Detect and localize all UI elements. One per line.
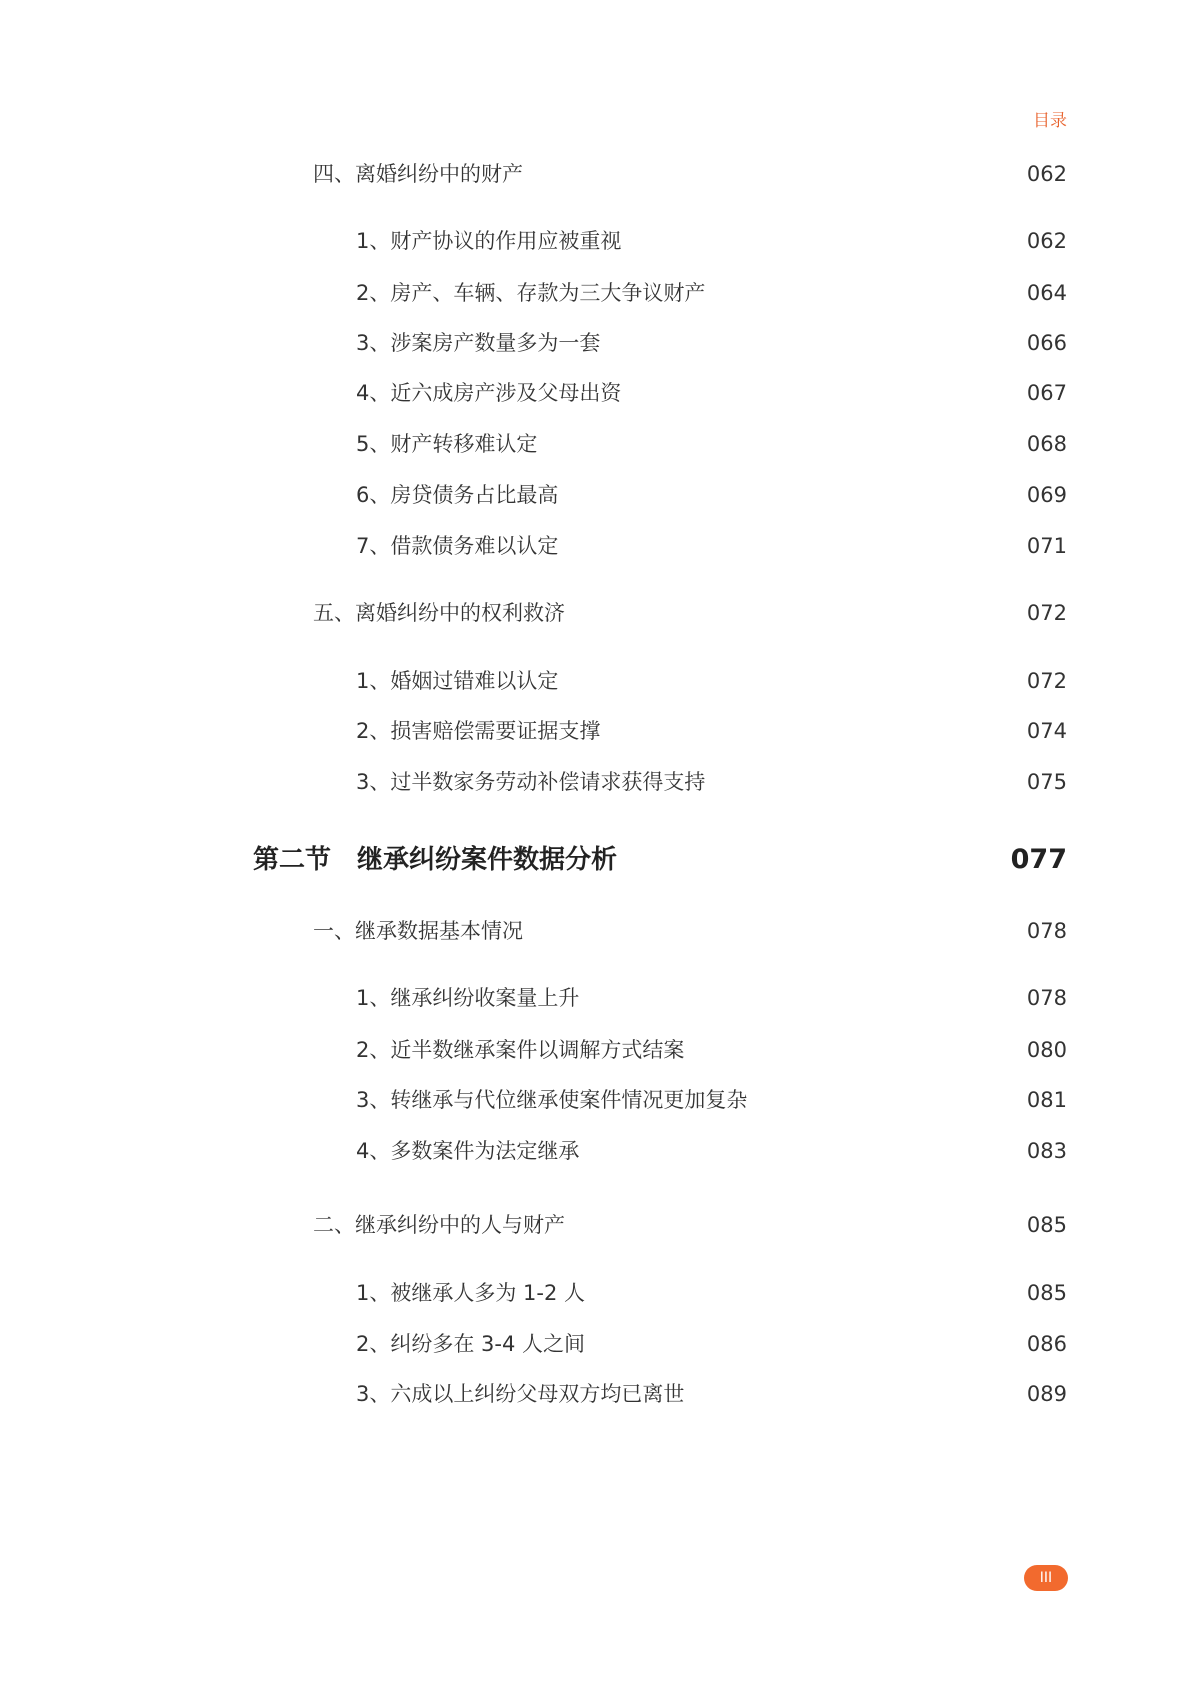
toc-entry[interactable] — [0, 277, 1067, 309]
toc-entry-title: 2、损害赔偿需要证据支撑 — [356, 719, 601, 743]
toc-entry[interactable] — [0, 915, 1067, 947]
toc-entry-page: 066 — [1026, 331, 1067, 355]
toc-entry-title: 1、财产协议的作用应被重视 — [356, 229, 622, 253]
toc-entry-title: 1、继承纠纷收案量上升 — [356, 986, 580, 1010]
toc-entry[interactable] — [0, 597, 1067, 629]
toc-entry[interactable] — [0, 1277, 1067, 1309]
toc-entry-page: 062 — [1026, 162, 1067, 186]
toc-chapter-page: 077 — [1010, 844, 1067, 875]
toc-entry-page: 085 — [1026, 1213, 1067, 1237]
toc-entry-title: 4、近六成房产涉及父母出资 — [356, 381, 622, 405]
toc-entry-page: 072 — [1026, 669, 1067, 693]
toc-entry-page: 067 — [1026, 381, 1067, 405]
toc-entry-title: 3、六成以上纠纷父母双方均已离世 — [356, 1382, 685, 1406]
toc-entry[interactable] — [0, 225, 1067, 257]
toc-chapter-title: 第二节 继承纠纷案件数据分析 — [253, 845, 618, 875]
toc-entry-title: 3、转继承与代位继承使案件情况更加复杂 — [356, 1088, 748, 1112]
toc-entry[interactable] — [0, 377, 1067, 409]
toc-entry-page: 068 — [1026, 432, 1067, 456]
toc-entry-page: 064 — [1026, 281, 1067, 305]
page-number-badge: III — [1024, 1565, 1068, 1591]
toc-entry-title: 3、过半数家务劳动补偿请求获得支持 — [356, 770, 706, 794]
toc-entry-title: 4、多数案件为法定继承 — [356, 1139, 580, 1163]
toc-entry-title: 1、婚姻过错难以认定 — [356, 669, 559, 693]
toc-entry-title: 四、离婚纠纷中的财产 — [313, 162, 523, 186]
toc-entry[interactable] — [0, 428, 1067, 460]
toc-chapter-entry[interactable] — [0, 840, 1067, 880]
toc-entry-page: 080 — [1026, 1038, 1067, 1062]
toc-entry[interactable] — [0, 982, 1067, 1014]
toc-entry-page: 071 — [1026, 534, 1067, 558]
toc-entry-title: 2、纠纷多在 3-4 人之间 — [356, 1332, 586, 1356]
toc-entry-page: 086 — [1026, 1332, 1067, 1356]
toc-entry-page: 075 — [1026, 770, 1067, 794]
toc-entry-page: 085 — [1026, 1281, 1067, 1305]
toc-entry[interactable] — [0, 665, 1067, 697]
toc-entry-title: 1、被继承人多为 1-2 人 — [356, 1281, 586, 1305]
toc-entry-title: 5、财产转移难认定 — [356, 432, 538, 456]
toc-entry-page: 081 — [1026, 1088, 1067, 1112]
toc-entry[interactable] — [0, 1034, 1067, 1066]
toc-entry-title: 二、继承纠纷中的人与财产 — [313, 1213, 565, 1237]
toc-entry[interactable] — [0, 1135, 1067, 1167]
toc-entry-title: 一、继承数据基本情况 — [313, 919, 523, 943]
toc-entry-page: 083 — [1026, 1139, 1067, 1163]
toc-entry-title: 6、房贷债务占比最高 — [356, 483, 559, 507]
toc-entry-page: 078 — [1026, 986, 1067, 1010]
toc-entry[interactable] — [0, 1209, 1067, 1241]
toc-entry-page: 069 — [1026, 483, 1067, 507]
toc-entry-title: 2、房产、车辆、存款为三大争议财产 — [356, 281, 706, 305]
toc-entry[interactable] — [0, 1084, 1067, 1116]
toc-entry-page: 074 — [1026, 719, 1067, 743]
toc-entry[interactable] — [0, 766, 1067, 798]
toc-header-label: 目录 — [1033, 111, 1067, 131]
toc-entry[interactable] — [0, 1328, 1067, 1360]
toc-entry[interactable] — [0, 715, 1067, 747]
toc-entry[interactable] — [0, 158, 1067, 190]
toc-entry[interactable] — [0, 479, 1067, 511]
toc-entry-page: 062 — [1026, 229, 1067, 253]
toc-entry[interactable] — [0, 1378, 1067, 1410]
toc-entry-page: 089 — [1026, 1382, 1067, 1406]
toc-entry-title: 五、离婚纠纷中的权利救济 — [313, 601, 565, 625]
toc-entry[interactable] — [0, 530, 1067, 562]
toc-entry-page: 078 — [1026, 919, 1067, 943]
toc-entry-page: 072 — [1026, 601, 1067, 625]
toc-entry-title: 7、借款债务难以认定 — [356, 534, 559, 558]
toc-entry-title: 2、近半数继承案件以调解方式结案 — [356, 1038, 685, 1062]
toc-entry[interactable] — [0, 327, 1067, 359]
toc-entry-title: 3、涉案房产数量多为一套 — [356, 331, 601, 355]
